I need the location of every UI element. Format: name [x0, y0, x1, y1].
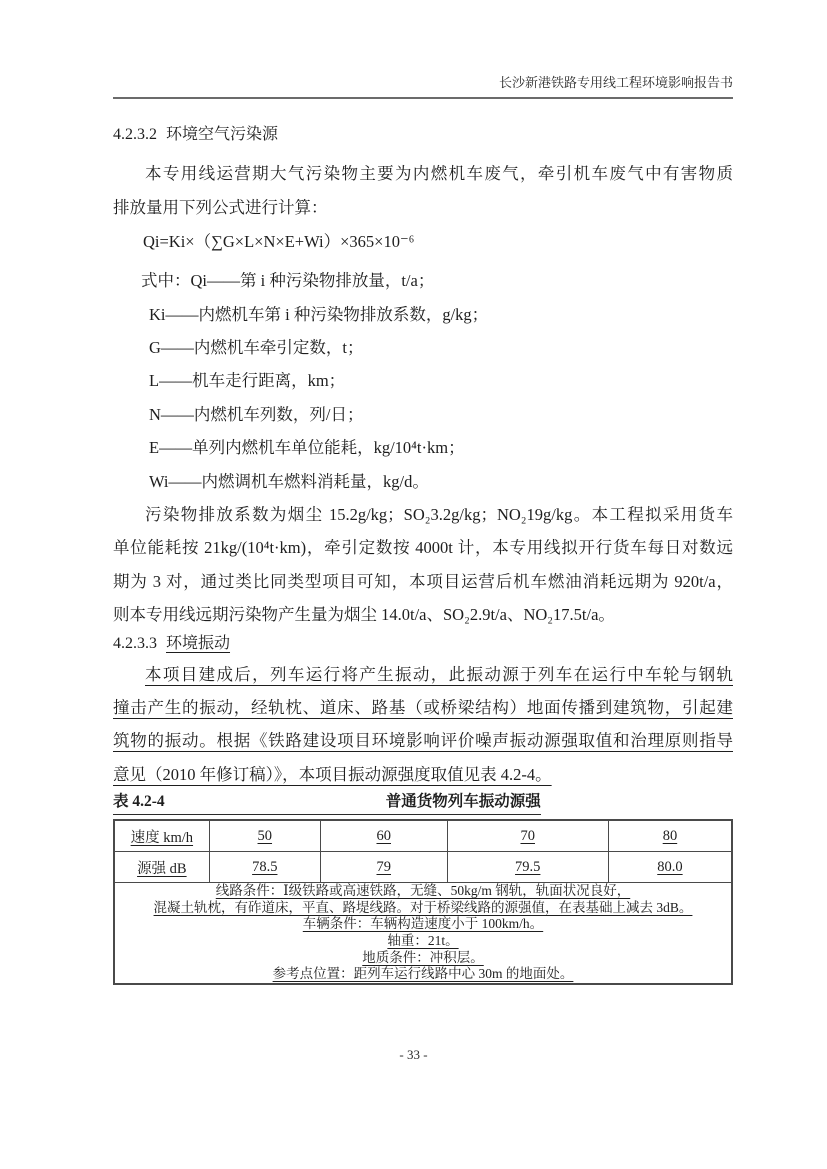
section-number: 4.2.3.2 — [113, 126, 157, 144]
text-line: 本专用线运营期大气污染物主要为内燃机车废气，牵引机车废气中有害物质 — [145, 164, 733, 184]
note-line: 地质条件：冲积层。 — [362, 949, 484, 965]
note-line: 线路条件：Ⅰ级铁路或高速铁路，无缝、50kg/m 钢轨，轨面状况良好， — [215, 883, 631, 899]
definition-line: Wi——内燃调机车燃料消耗量，kg/d。 — [149, 471, 429, 491]
definition-line: 式中：Qi——第 i 种污染物排放量，t/a； — [141, 271, 435, 291]
table-cell: 78.5 — [209, 852, 320, 883]
paragraph-air-intro — [113, 157, 733, 224]
table-title: 普通货物列车振动源强 — [385, 793, 541, 811]
table-cell: 50 — [209, 820, 320, 852]
table-notes-cell — [114, 883, 732, 984]
definition-line: G——内燃机车牵引定数，t； — [149, 337, 364, 357]
section-heading-air — [113, 125, 733, 145]
table-cell: 79.5 — [447, 852, 608, 883]
table-row-source-strength — [114, 852, 732, 883]
table-cell: 80 — [608, 820, 732, 852]
text-line: 本项目建成后，列车运行将产生振动，此振动源于列车在运行中车轮与钢轨 — [145, 664, 733, 684]
table-cell: 60 — [320, 820, 447, 852]
paragraph-vibration — [113, 658, 733, 792]
text-line: 则本专用线远期污染物产生量为烟尘 14.0t/a、SO₂2.9t/a、NO₂17.5t/a。 — [113, 605, 615, 625]
note-line: 混凝土轨枕，有砟道床，平直、路堤线路。对于桥梁线路的源强值，在表基础上减去 3dB。 — [153, 899, 693, 915]
table-cell: 80.0 — [608, 852, 732, 883]
note-line: 车辆条件：车辆构造速度小于 100km/h。 — [302, 916, 544, 932]
section-title: 环境振动 — [166, 634, 231, 652]
text-line: 筑物的振动。根据《铁路建设项目环境影响评价噪声振动源强取值和治理原则指导 — [113, 731, 733, 751]
definition-line: N——内燃机车列数，列/日； — [149, 404, 364, 424]
table-cell: 速度 km/h — [114, 820, 209, 852]
page-header — [113, 76, 733, 99]
vibration-source-table — [113, 819, 733, 985]
emission-formula: Qi=Ki×（∑G×L×N×E+Wi）×365×10⁻⁶ — [143, 232, 415, 252]
text-line: 单位能耗按 21kg/(10⁴t·km)，牵引定数按 4000t 计，本专用线拟开行货车每日对数远 — [113, 538, 733, 558]
definition-line: Ki——内燃机车第 i 种污染物排放系数，g/kg； — [149, 304, 489, 324]
definition-line: E——单列内燃机车单位能耗，kg/10⁴t·km； — [149, 438, 465, 458]
text-line: 撞击产生的振动，经轨枕、道床、路基（或桥梁结构）地面传播到建筑物，引起建 — [113, 697, 733, 717]
note-line: 轴重：21t。 — [387, 932, 459, 948]
report-title: 长沙新港铁路专用线工程环境影响报告书 — [498, 75, 733, 90]
table-label: 表 4.2-4 — [113, 793, 165, 811]
table-cell: 79 — [320, 852, 447, 883]
table-row-notes — [114, 883, 732, 984]
text-line: 意见（2010 年修订稿）》，本项目振动源强度取值见表 4.2-4。 — [113, 764, 552, 784]
page-number: - 33 - — [399, 1047, 428, 1062]
text-line: 期为 3 对，通过类比同类型项目可知，本项目运营后机车燃油消耗远期为 920t/a， — [113, 571, 733, 591]
note-line: 参考点位置：距列车运行线路中心 30m 的地面处。 — [272, 966, 574, 982]
section-title: 环境空气污染源 — [166, 126, 279, 144]
section-heading-vibration — [113, 634, 733, 654]
table-cell: 70 — [447, 820, 608, 852]
formula-definitions — [113, 264, 733, 498]
table-row-speed — [114, 820, 732, 852]
paragraph-emission-factors — [113, 498, 733, 632]
definition-line: L——机车走行距离，km； — [149, 371, 346, 391]
text-line: 排放量用下列公式进行计算： — [113, 197, 328, 217]
table-cell: 源强 dB — [114, 852, 209, 883]
text-line: 污染物排放系数为烟尘 15.2g/kg；SO₂3.2g/kg；NO₂19g/kg。本工程拟采用货车 — [145, 504, 733, 524]
table-caption — [113, 793, 541, 815]
section-number: 4.2.3.3 — [113, 634, 157, 652]
